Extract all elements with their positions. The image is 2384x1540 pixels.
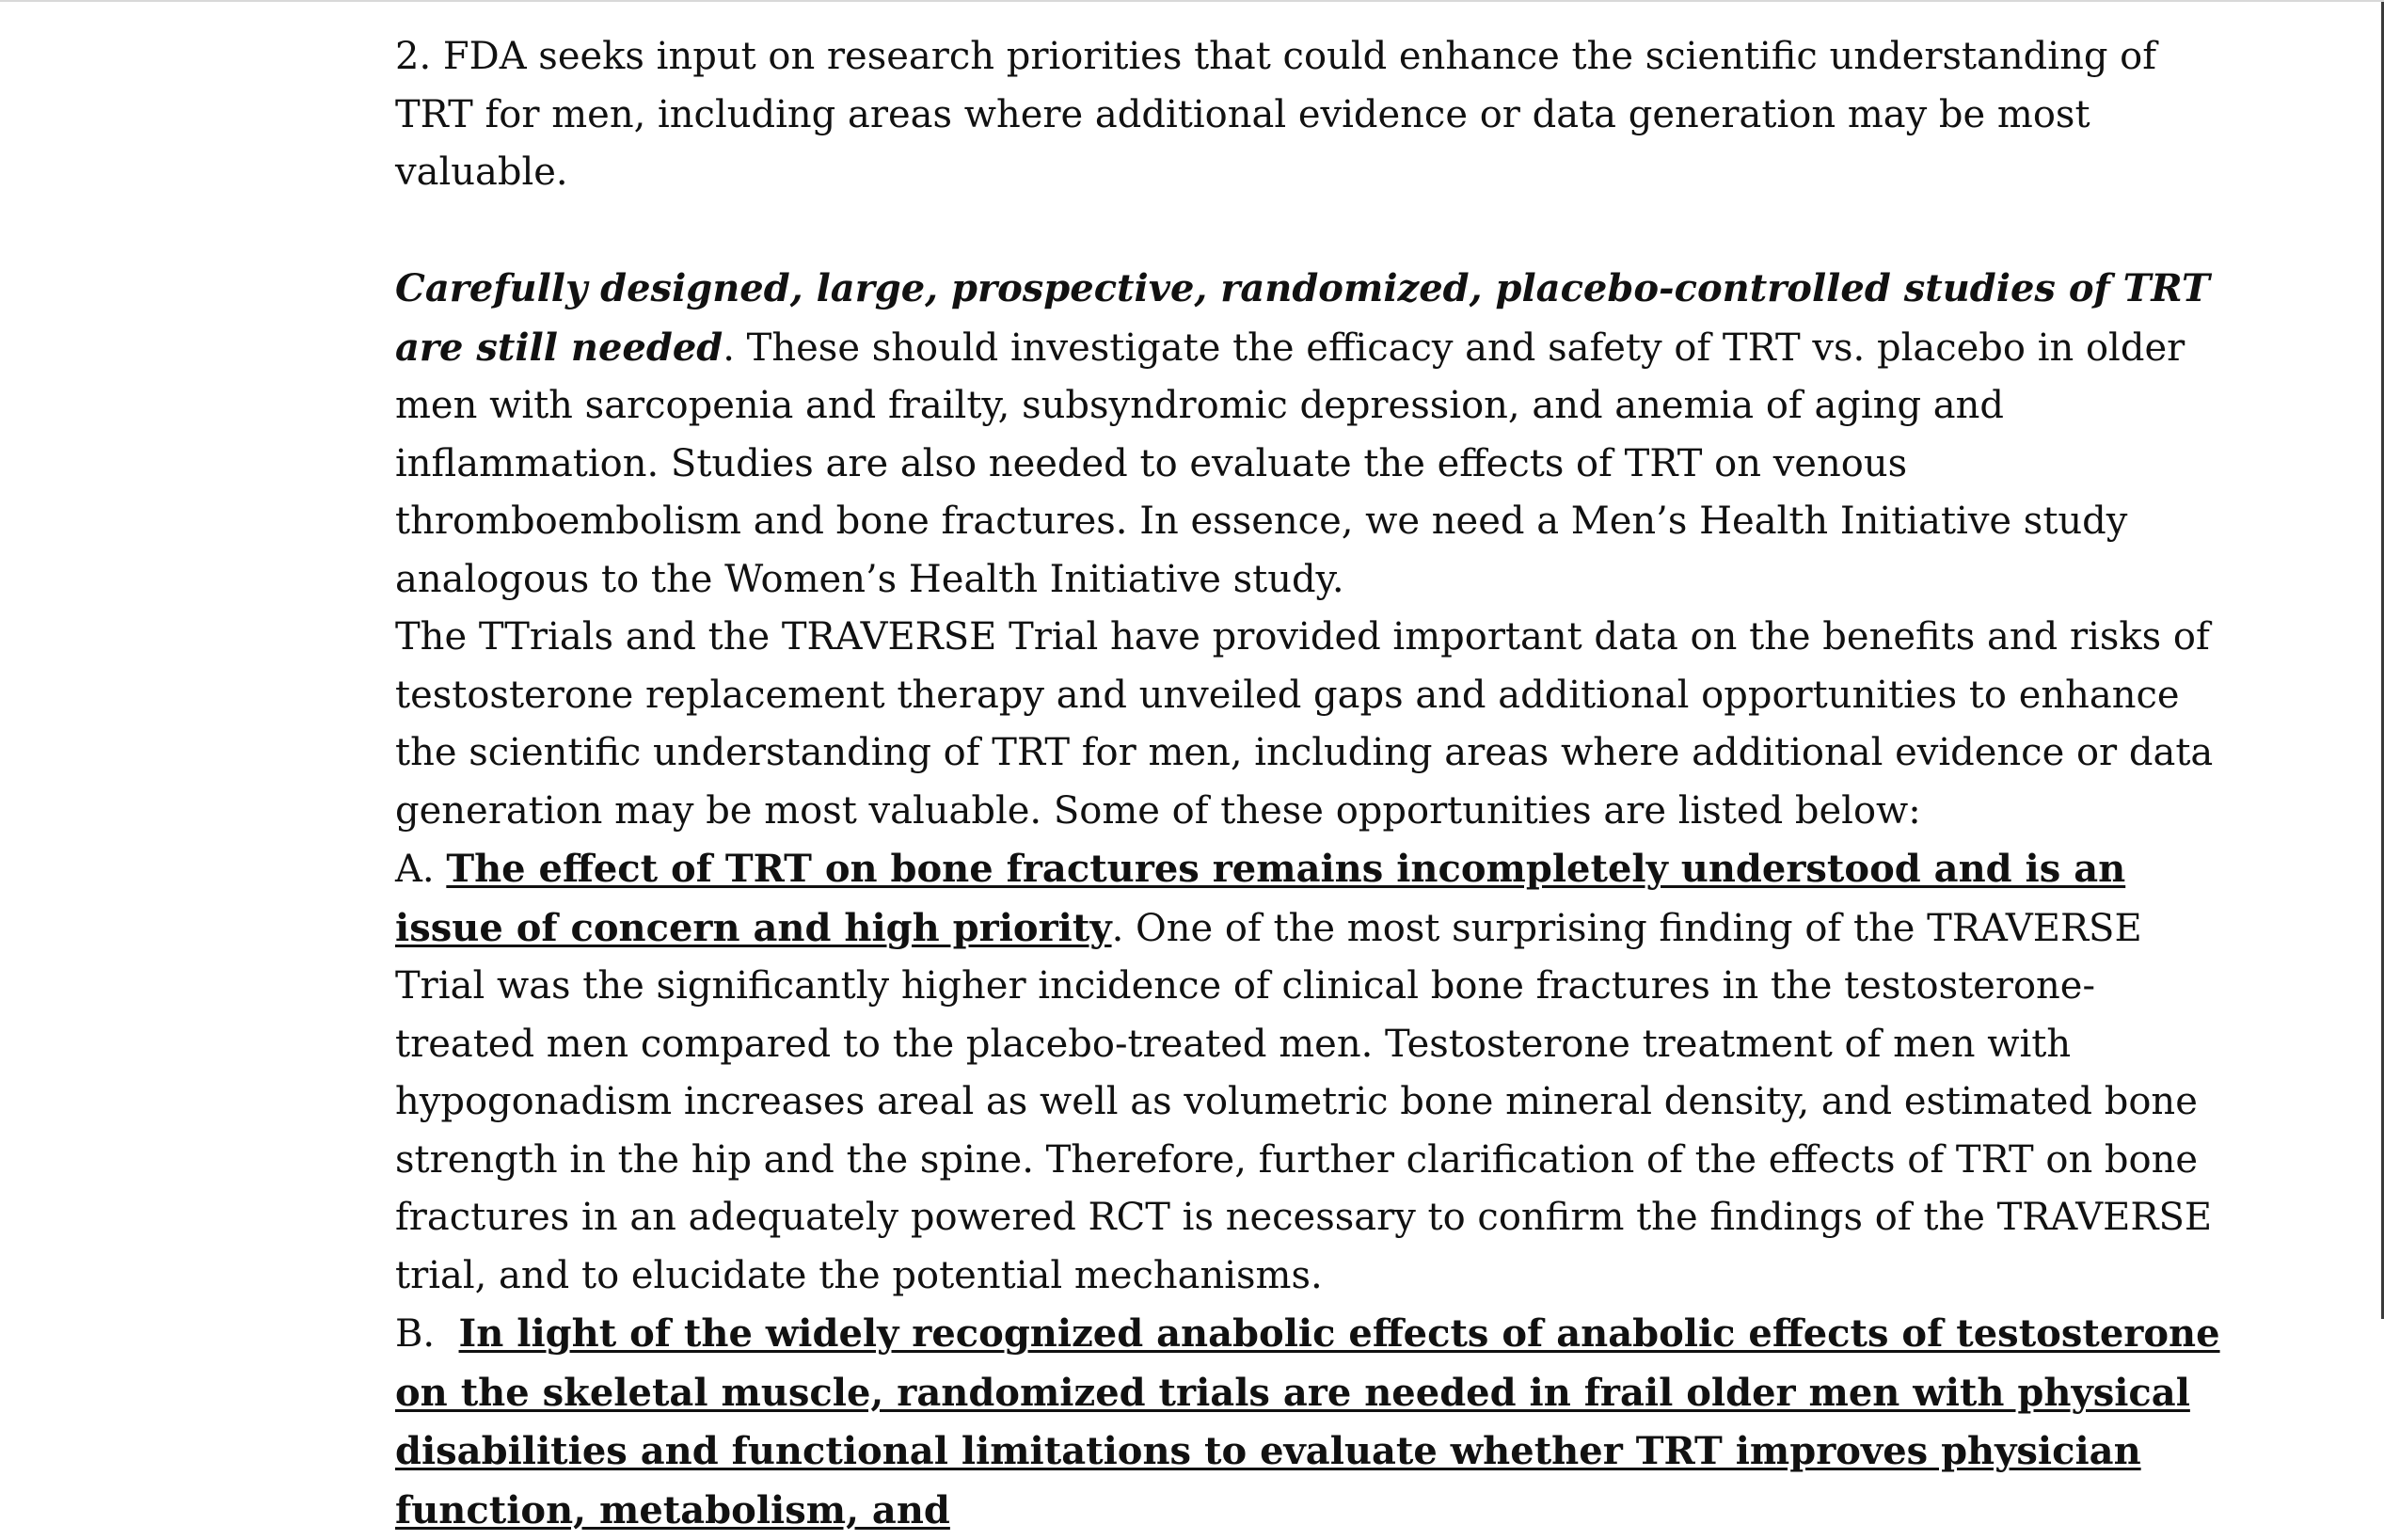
- item-b-heading: In light of the widely recognized anabolic effects of anabolic effects of testosterone on the skeletal muscle, randomized trials are needed in frail older men with physical disabilities and functional limitations to evaluate whether TRT improves physician function, metabolism, and: [395, 1311, 2220, 1532]
- studies-needed-text: . These should investigate the efficacy and safety of TRT vs. placebo in older men with sarcopenia and frailty, subsyndromic depression, and anemia of aging and inflammation. Studies are also needed to evaluate the effects of TRT on venous thromboembolism and bone fractures. In essence, we need a Men’s Health Initiative study analogous to the Women’s Health Initiative study.: [395, 325, 2185, 601]
- item-b-paragraph: [395, 1305, 2225, 1540]
- item-a-paragraph: [395, 840, 2225, 1305]
- question-paragraph: [395, 28, 2225, 202]
- item-a-marker: A.: [395, 848, 447, 891]
- trials-overview-text: The TTrials and the TRAVERSE Trial have provided important data on the benefits and risks of testosterone replacement therapy and unveiled gaps and additional opportunities to enhance the scientific understanding of TRT for men, including areas where additional evidence or data generation may be most valuable. Some of these opportunities are listed below:: [395, 615, 2214, 833]
- question-text: 2. FDA seeks input on research priorities that could enhance the scientific understanding of TRT for men, including areas where additional evidence or data generation may be most valuable.: [395, 35, 2157, 194]
- item-a-body: . One of the most surprising finding of the TRAVERSE Trial was the significantly higher incidence of clinical bone fractures in the testosterone-treated men compared to the placebo-treated men. Testosterone treatment of men with hypogonadism increases areal as well as volumetric bone mineral density, and estimated bone strength in the hip and the spine. Therefore, further clarification of the effects of TRT on bone fractures in an adequately powered RCT is necessary to confirm the findings of the TRAVERSE trial, and to elucidate the potential mechanisms.: [395, 906, 2213, 1297]
- item-a-heading: The effect of TRT on bone fractures remains incompletely understood and is an issue of concern and high priority: [395, 847, 2126, 950]
- trials-overview-paragraph: [395, 609, 2225, 840]
- item-b-marker: B.: [395, 1312, 459, 1356]
- studies-needed-paragraph: [395, 260, 2225, 609]
- paragraph-spacer: [395, 202, 2225, 261]
- document-body: [395, 28, 2225, 1540]
- studies-needed-emphasis: Carefully designed, large, prospective, randomized, placebo-controlled studies of TRT are still needed: [395, 266, 2210, 370]
